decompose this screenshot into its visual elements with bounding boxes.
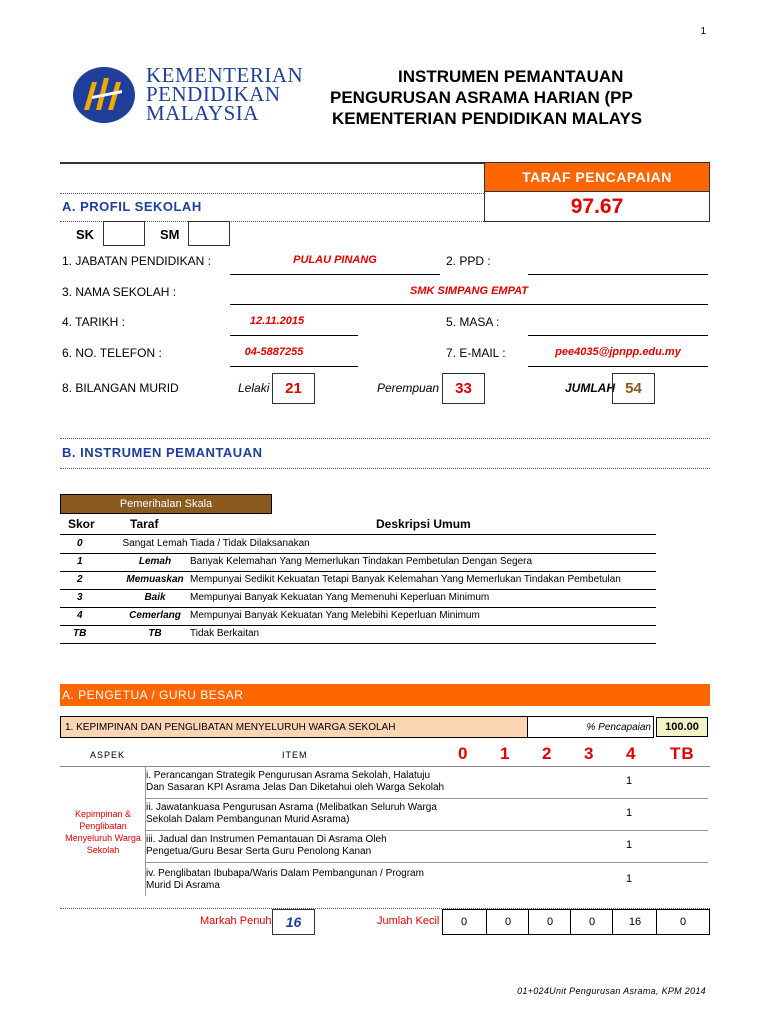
logo-line-2: PENDIDIKAN	[146, 82, 281, 106]
item-score[interactable]: 1	[626, 839, 633, 851]
nama-sekolah-value[interactable]: SMK SIMPANG EMPAT	[410, 285, 528, 297]
scale-taraf: Memuaskan	[126, 574, 184, 585]
bilangan-murid-label: 8. BILANGAN MURID	[62, 381, 179, 395]
section-pengetua-heading: A. PENGETUA / GURU BESAR	[60, 684, 710, 706]
lelaki-value[interactable]: 21	[272, 373, 315, 404]
item-score[interactable]: 1	[626, 873, 633, 885]
scale-row	[60, 571, 656, 590]
scale-title: Pemerihalan Skala	[60, 494, 272, 514]
taraf-pencapaian-label: TARAF PENCAPAIAN	[484, 162, 710, 192]
item-row	[146, 798, 708, 831]
item-text: i. Perancangan Strategik Pengurusan Asrama Sekolah, Halatuju Dan Sasaran KPI Asrama Jelas Dan Diketahui oleh Warga Sekolah	[146, 770, 445, 793]
telefon-label: 6. NO. TELEFON :	[62, 346, 162, 360]
sm-checkbox[interactable]	[188, 221, 230, 246]
pencapaian-value: 100.00	[656, 717, 708, 737]
title-line-1: INSTRUMEN PEMANTAUAN	[398, 67, 624, 86]
page-number: 1	[700, 26, 706, 37]
perempuan-value[interactable]: 33	[442, 373, 485, 404]
scale-taraf: Lemah	[138, 556, 172, 567]
scale-skor: 3	[77, 592, 83, 603]
column-item: ITEM	[282, 750, 308, 760]
jumlah-kecil-1: 0	[486, 910, 529, 934]
jumlah-kecil-2: 0	[528, 910, 571, 934]
footer-text: 01+024Unit Pengurusan Asrama, KPM 2014	[517, 986, 706, 996]
lelaki-label: Lelaki	[238, 381, 270, 395]
scale-row	[60, 535, 656, 554]
logo-line-1: KEMENTERIAN	[146, 63, 304, 87]
scale-taraf: Baik	[144, 592, 166, 603]
tarikh-label: 4. TARIKH :	[62, 315, 125, 329]
jumlah-kecil-tb: 0	[656, 910, 709, 934]
sk-checkbox[interactable]	[103, 221, 145, 246]
logo-line-3: MALAYSIA	[146, 101, 259, 125]
scale-taraf: TB	[148, 628, 162, 639]
scale-row	[60, 553, 656, 572]
scale-skor: 2	[77, 574, 83, 585]
email-value[interactable]: pee4035@jpnpp.edu.my	[555, 346, 681, 358]
column-aspek: ASPEK	[90, 750, 126, 760]
scale-skor: 4	[77, 610, 83, 621]
markah-penuh-label: Markah Penuh	[200, 915, 272, 927]
scale-skor: 1	[77, 556, 83, 567]
scale-row	[60, 625, 656, 644]
tarikh-value[interactable]: 12.11.2015	[249, 315, 305, 327]
scale-desc: Mempunyai Sedikit Kekuatan Tetapi Banyak Kelemahan Yang Memerlukan Tindakan Pembetulan	[190, 574, 621, 585]
score-header-2: 2	[542, 744, 553, 763]
scale-row	[60, 589, 656, 608]
jumlah-label: JUMLAH	[565, 381, 615, 395]
title-line-3: KEMENTERIAN PENDIDIKAN MALAYS	[332, 109, 643, 128]
masa-label: 5. MASA :	[446, 315, 500, 329]
score-header-4: 4	[626, 744, 637, 763]
jumlah-kecil-0: 0	[460, 916, 468, 928]
scale-row	[60, 607, 656, 626]
sk-label: SK	[76, 227, 95, 242]
item-row	[146, 766, 708, 799]
item-row	[146, 862, 708, 896]
scale-taraf: Sangat Lemah	[122, 538, 188, 549]
pencapaian-label: % Pencapaian	[528, 716, 654, 738]
telefon-value[interactable]: 04-5887255	[244, 346, 304, 358]
scale-taraf: Cemerlang	[129, 610, 181, 621]
criterion-label: 1. KEPIMPINAN DAN PENGLIBATAN MENYELURUH WARGA SEKOLAH	[60, 716, 528, 738]
score-header-0: 0	[458, 744, 469, 763]
scale-desc: Banyak Kelemahan Yang Memerlukan Tindakan Pembetulan Dengan Segera	[190, 556, 533, 567]
aspek-name: Kepimpinan & Penglibatan Menyeluruh Warga Sekolah	[65, 809, 141, 855]
jumlah-kecil-3: 0	[570, 910, 613, 934]
perempuan-label: Perempuan	[377, 381, 440, 395]
item-text: iii. Jadual dan Instrumen Pemantauan Di Asrama Oleh Pengetua/Guru Besar Serta Guru Penolong Kanan	[146, 834, 387, 857]
scale-header-taraf: Taraf	[130, 517, 159, 531]
jumlah-kecil-label: Jumlah Kecil	[377, 915, 440, 927]
jumlah-kecil-4: 16	[612, 910, 657, 934]
item-row	[146, 830, 708, 863]
score-header-3: 3	[584, 744, 595, 763]
scale-desc: Tidak Berkaitan	[190, 628, 260, 639]
score-header-1: 1	[500, 744, 511, 763]
taraf-pencapaian-value: 97.67	[484, 192, 710, 222]
jabatan-value[interactable]: PULAU PINANG	[293, 254, 377, 266]
markah-penuh-value: 16	[272, 909, 315, 935]
scale-header-skor: Skor	[68, 517, 95, 531]
scale-desc: Mempunyai Banyak Kekuatan Yang Melebihi Keperluan Minimum	[190, 610, 480, 621]
jabatan-label: 1. JABATAN PENDIDIKAN :	[62, 254, 211, 268]
nama-sekolah-label: 3. NAMA SEKOLAH :	[62, 285, 177, 299]
scale-skor: 0	[77, 538, 83, 549]
item-score[interactable]: 1	[626, 775, 633, 787]
ppd-label: 2. PPD :	[446, 254, 491, 268]
scale-desc: Tiada / Tidak Dilaksanakan	[190, 538, 310, 549]
scale-skor: TB	[73, 628, 87, 639]
score-header-tb: TB	[670, 744, 695, 763]
scale-header-deskripsi: Deskripsi Umum	[376, 517, 471, 531]
item-text: iv. Penglibatan Ibubapa/Waris Dalam Pembangunan / Program Murid Di Asrama	[146, 868, 424, 891]
title-line-2: PENGURUSAN ASRAMA HARIAN (PP	[330, 88, 633, 107]
scale-desc: Mempunyai Banyak Kekuatan Yang Memenuhi Keperluan Minimum	[190, 592, 490, 603]
jumlah-value: 54	[612, 373, 655, 404]
email-label: 7. E-MAIL :	[446, 346, 506, 360]
section-b-heading: B. INSTRUMEN PEMANTAUAN	[62, 445, 263, 460]
section-a-heading: A. PROFIL SEKOLAH	[62, 199, 202, 214]
item-score[interactable]: 1	[626, 807, 633, 819]
sm-label: SM	[160, 227, 180, 242]
kpm-logo-icon	[72, 66, 136, 124]
item-text: ii. Jawatankuasa Pengurusan Asrama (Melibatkan Seluruh Warga Sekolah Dalam Pembangunan Murid Asrama)	[146, 802, 437, 825]
